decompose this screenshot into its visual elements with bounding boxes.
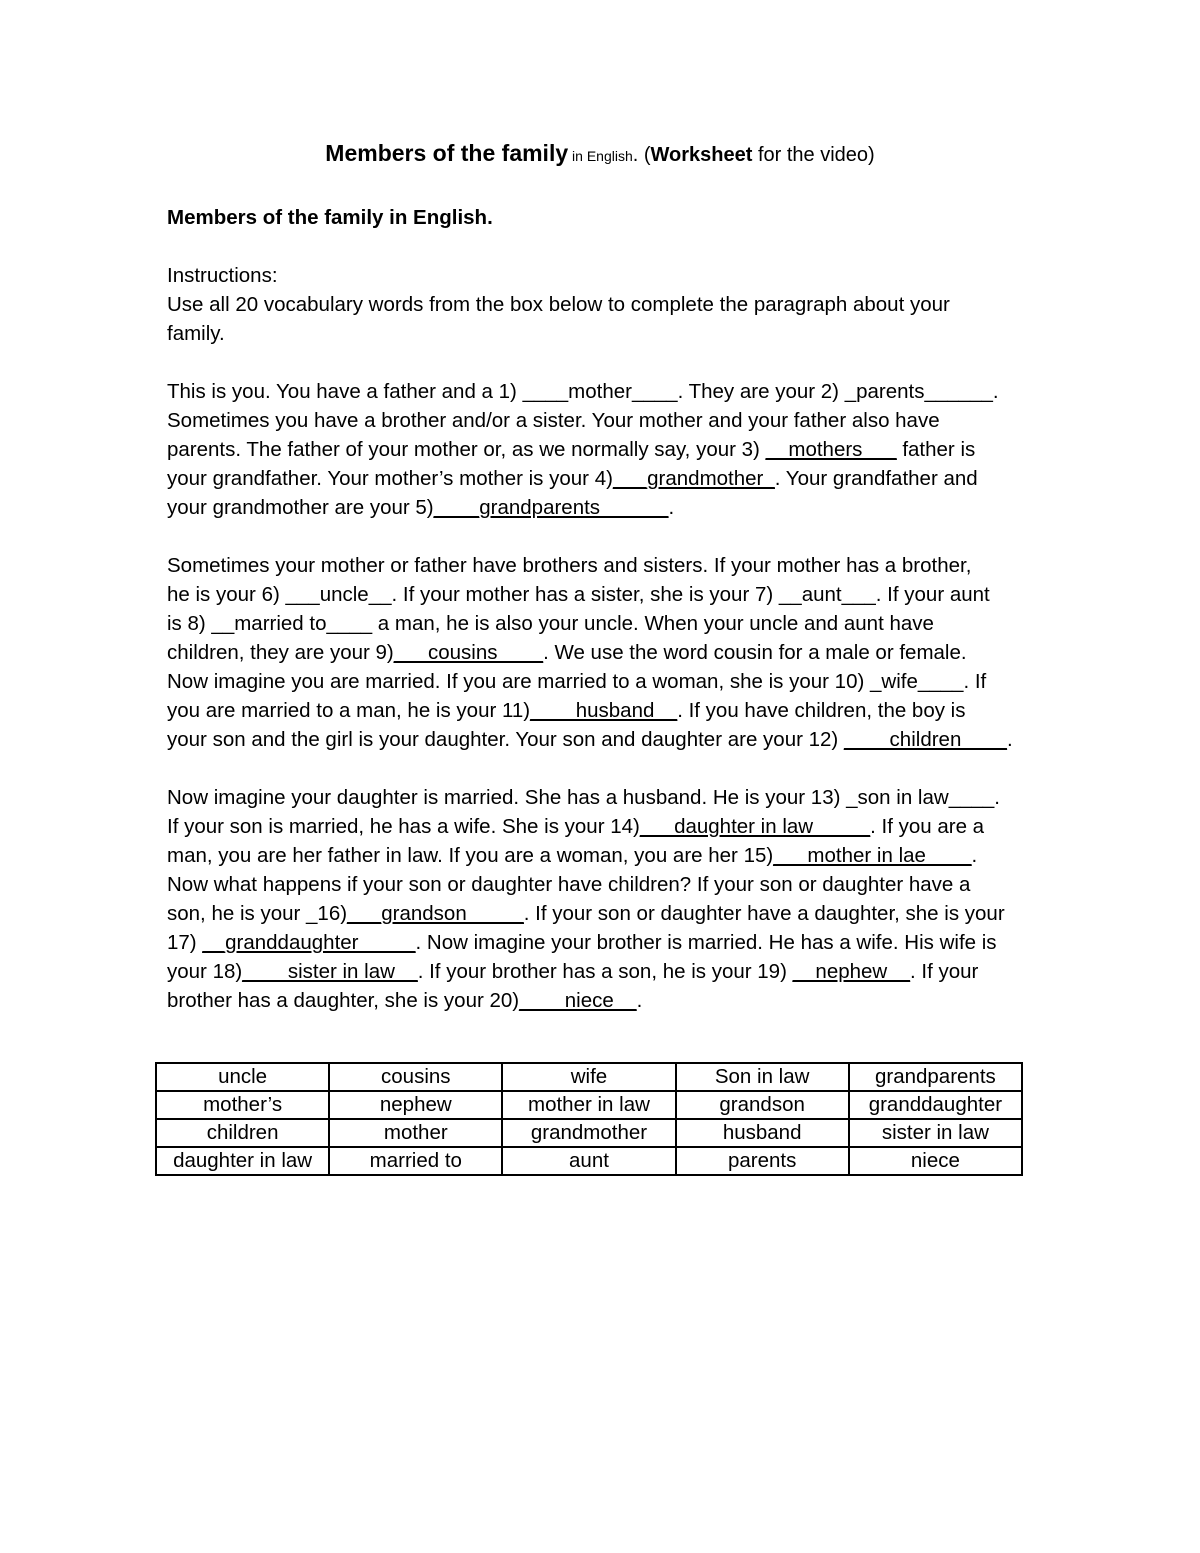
paragraph-text: your grandfather. Your mother’s mother is your 4) xyxy=(167,467,613,490)
table-cell: nephew xyxy=(329,1091,502,1119)
paragraph-text: man, you are her father in law. If you are a woman, you are her 15) xyxy=(167,844,774,867)
paragraph-line xyxy=(167,986,1047,1015)
paragraph-text: Sometimes you have a brother and/or a sister. Your mother and your father also have xyxy=(167,409,940,432)
paragraph-text: children, they are your 9) xyxy=(167,641,394,664)
answer-blank: ____grandparents______ xyxy=(433,496,669,519)
spacer xyxy=(167,232,1047,261)
paragraph-text: brother has a daughter, she is your 20) xyxy=(167,989,520,1012)
paragraph-line xyxy=(167,435,1047,464)
answer-blank: ___grandson_____ xyxy=(347,902,524,925)
paragraph-text: . If your xyxy=(910,960,979,983)
table-cell: mother xyxy=(329,1119,502,1147)
paragraph-text: parents. The father of your mother or, as we normally say, your 3) xyxy=(167,438,766,461)
paragraph-text: . xyxy=(636,989,643,1012)
paragraph-text: . If your brother has a son, he is your 19) xyxy=(417,960,793,983)
paragraph-1 xyxy=(167,377,1047,522)
paragraph-text: your grandmother are your 5) xyxy=(167,496,434,519)
vocabulary-table xyxy=(155,1062,1023,1176)
table-cell: aunt xyxy=(502,1147,675,1175)
spacer xyxy=(167,522,1047,551)
paragraph-line xyxy=(167,812,1047,841)
paragraph-text: . Now imagine your brother is married. He has a wife. His wife is xyxy=(415,931,997,954)
paragraph-text: Now what happens if your son or daughter have children? If your son or daughter have a xyxy=(167,873,971,896)
paragraph-text: . xyxy=(668,496,675,519)
paragraph-text: Sometimes your mother or father have brothers and sisters. If your mother has a brother, xyxy=(167,554,972,577)
spacer xyxy=(167,754,1047,783)
paragraph-text: . If you are a xyxy=(870,815,985,838)
page-title xyxy=(0,140,1200,167)
paragraph-line xyxy=(167,377,1047,406)
title-worksheet: Worksheet xyxy=(650,144,753,166)
worksheet-content xyxy=(167,203,1047,1015)
table-cell: children xyxy=(156,1119,329,1147)
answer-blank: __nephew__ xyxy=(792,960,911,983)
paragraph-line xyxy=(167,841,1047,870)
answer-blank: ___daughter in law_____ xyxy=(639,815,871,838)
table-cell: uncle xyxy=(156,1063,329,1091)
table-cell: daughter in law xyxy=(156,1147,329,1175)
table-cell: married to xyxy=(329,1147,502,1175)
answer-blank: ___mother in lae____ xyxy=(773,844,972,867)
paragraph-2 xyxy=(167,551,1047,754)
paragraph-line xyxy=(167,551,1047,580)
paragraph-line xyxy=(167,464,1047,493)
table-cell: grandson xyxy=(676,1091,849,1119)
title-small: in English xyxy=(568,148,633,164)
paragraph-text: . If your son or daughter have a daughter, she is your xyxy=(523,902,1005,925)
answer-blank: ____husband__ xyxy=(530,699,678,722)
paragraph-line xyxy=(167,928,1047,957)
title-rest: for the video) xyxy=(752,144,875,166)
paragraph-line xyxy=(167,493,1047,522)
table-cell: grandmother xyxy=(502,1119,675,1147)
paragraph-text: he is your 6) ___uncle__. If your mother has a sister, she is your 7) __aunt___. If your aunt xyxy=(167,583,990,606)
answer-blank: ___grandmother_ xyxy=(612,467,775,490)
table-cell: wife xyxy=(502,1063,675,1091)
answer-blank: ____children____ xyxy=(843,728,1007,751)
paragraph-text: son, he is your _16) xyxy=(167,902,348,925)
paragraph-text: your son and the girl is your daughter. Your son and daughter are your 12) xyxy=(167,728,844,751)
paragraph-line xyxy=(167,406,1047,435)
paragraph-line xyxy=(167,696,1047,725)
table-cell: husband xyxy=(676,1119,849,1147)
paragraph-text: . We use the word cousin for a male or female. xyxy=(543,641,967,664)
paragraph-text: If your son is married, he has a wife. She is your 14) xyxy=(167,815,640,838)
answer-blank: ___cousins____ xyxy=(393,641,544,664)
paragraph-line xyxy=(167,957,1047,986)
answer-blank: ____niece__ xyxy=(519,989,637,1012)
table-cell: Son in law xyxy=(676,1063,849,1091)
paragraph-text: . If you have children, the boy is xyxy=(677,699,966,722)
paragraph-line xyxy=(167,899,1047,928)
table-cell: mother’s xyxy=(156,1091,329,1119)
paragraph-line xyxy=(167,667,1047,696)
paragraph-text: father is xyxy=(896,438,976,461)
table-cell: cousins xyxy=(329,1063,502,1091)
paragraph-text: your 18) xyxy=(167,960,243,983)
paragraph-text: you are married to a man, he is your 11) xyxy=(167,699,531,722)
paragraph-text: . xyxy=(971,844,978,867)
table-row xyxy=(156,1119,1022,1147)
instructions-line: family. xyxy=(167,322,225,345)
answer-blank: __mothers___ xyxy=(765,438,897,461)
table-cell: mother in law xyxy=(502,1091,675,1119)
title-main: Members of the family xyxy=(325,140,569,166)
table-cell: niece xyxy=(849,1147,1022,1175)
paragraph-text: This is you. You have a father and a 1) ____mother____. They are your 2) _parents______. xyxy=(167,380,999,403)
table-cell: granddaughter xyxy=(849,1091,1022,1119)
table-cell: parents xyxy=(676,1147,849,1175)
answer-blank: ____sister in law__ xyxy=(242,960,418,983)
table-row xyxy=(156,1091,1022,1119)
paragraph-text: 17) xyxy=(167,931,203,954)
answer-blank: __granddaughter_____ xyxy=(202,931,416,954)
table-cell: sister in law xyxy=(849,1119,1022,1147)
paragraph-line xyxy=(167,580,1047,609)
table-row xyxy=(156,1147,1022,1175)
subtitle: Members of the family in English. xyxy=(167,206,493,229)
paragraph-line xyxy=(167,870,1047,899)
spacer xyxy=(167,348,1047,377)
paragraph-text: Now imagine your daughter is married. She has a husband. He is your 13) _son in law____. xyxy=(167,786,1000,809)
paragraph-3 xyxy=(167,783,1047,1015)
paragraph-line xyxy=(167,609,1047,638)
paragraph-line xyxy=(167,638,1047,667)
instructions-line: Use all 20 vocabulary words from the box below to complete the paragraph about your xyxy=(167,293,950,316)
paragraph-line xyxy=(167,783,1047,812)
paragraph-text: is 8) __married to____ a man, he is also your uncle. When your uncle and aunt have xyxy=(167,612,934,635)
paragraph-text: . Your grandfather and xyxy=(774,467,978,490)
instructions-label: Instructions: xyxy=(167,264,278,287)
paragraph-line xyxy=(167,725,1047,754)
title-dot: . ( xyxy=(632,144,651,166)
table-row xyxy=(156,1063,1022,1091)
paragraph-text: . xyxy=(1006,728,1013,751)
table-cell: grandparents xyxy=(849,1063,1022,1091)
paragraph-text: Now imagine you are married. If you are married to a woman, she is your 10) _wife____. If xyxy=(167,670,987,693)
